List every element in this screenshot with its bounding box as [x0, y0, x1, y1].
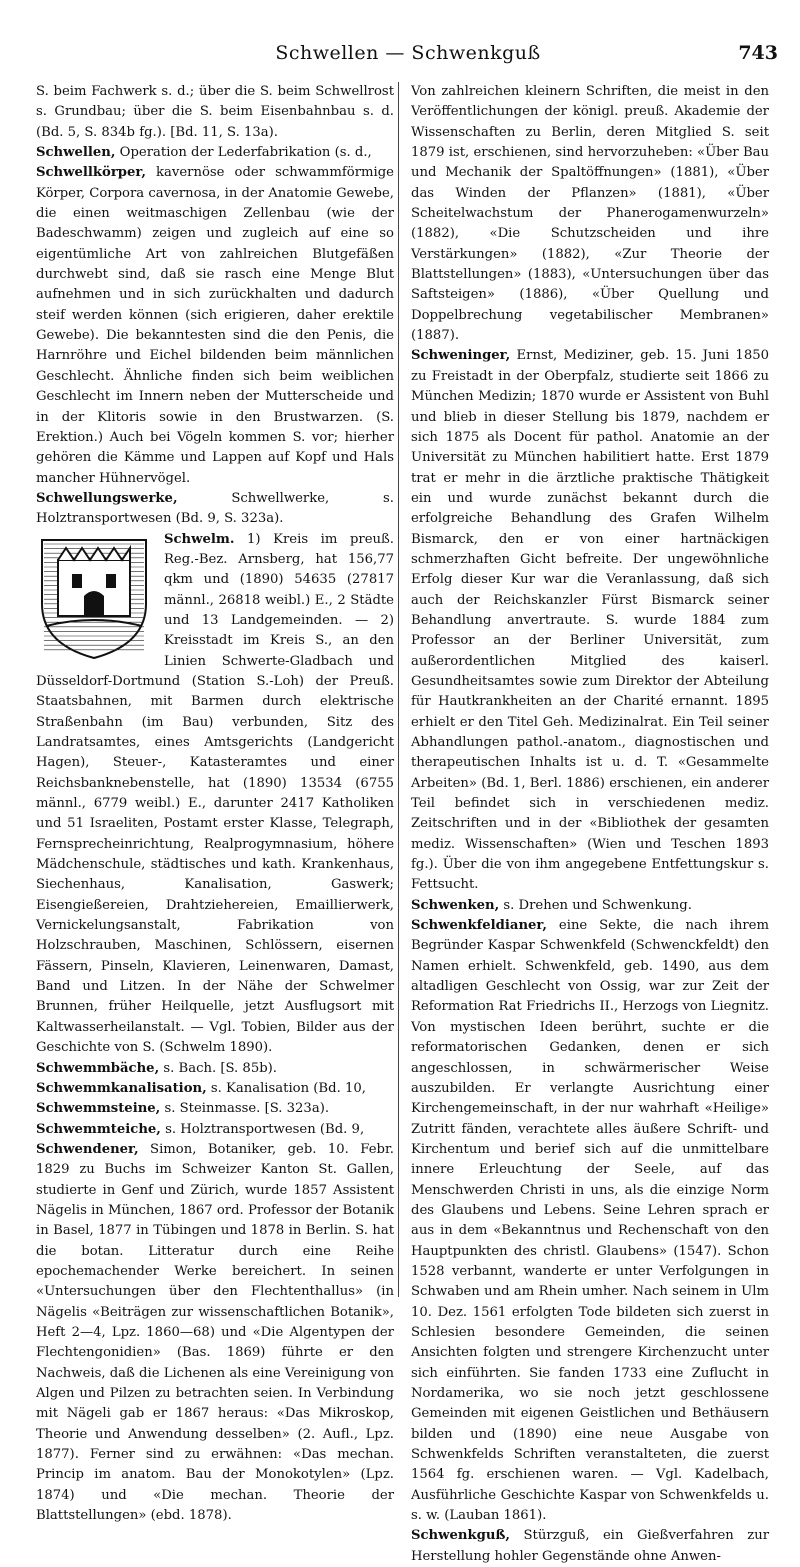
entry-paragraph	[36, 163, 394, 489]
entry-headword: Schwellungswerke,	[36, 490, 178, 506]
entry-paragraph	[411, 346, 769, 895]
entry-text: s. Kanalisation (Bd. 10,	[206, 1080, 366, 1096]
page-header	[38, 42, 778, 72]
entry-headword: Schwellen,	[36, 145, 116, 161]
entry-paragraph	[36, 1140, 394, 1527]
entry-text: Operation der Lederfabrikation (s. d.,	[115, 145, 372, 161]
entry-text: Schwellwerke, s. Holztransportwesen (Bd. 9, S. 323a).	[36, 490, 394, 527]
entry-paragraph	[36, 82, 394, 143]
entry-paragraph	[411, 896, 769, 916]
entry-paragraph	[411, 82, 769, 346]
entry-text: eine Sekte, die nach ihrem Begründer Kaspar Schwenkfeld (Schwenckfeldt) den Namen erhielt. Schwenkfeld, geb. 1490, aus dem altadligen Geschlecht von Ossig, war zur Zeit der Reformation Rat Friedrichs II., Herzogs von Liegnitz. Von mystischen Ideen berührt, suchte er die reformatorischen Gedanken, denen er sich angeschlossen, in schwärmerischer Weise auszubilden. Er verlangte Ausrichtung einer Kirchengemeinschaft, in der nur wahrhaft «Heilige» Zutritt fänden, verachtete alles äußere Schrift- und Kirchentum und berief sich auf die unmittelbare innere Erleuchtung der Seele, auf das Menschwerden Christi in uns, als die einzige Norm des Glaubens und Lebens. Seine Lehren sprach er aus in dem «Bekanntnus und Rechenschaft von den Hauptpunkten des christl. Glaubens» (1547). Schon 1528 verbannt, wanderte er unter Verfolgungen in Schwaben und am Rhein umher. Nach seinem in Ulm 10. Dez. 1561 erfolgten Tode bildeten sich zuerst in Schlesien besondere Gemeinden, die seinen Ansichten folgten und strengere Kirchenzucht unter sich einführten. Sie fanden 1733 eine Zuflucht in Nordamerika, wo sie noch jetzt geschlossene Gemeinden mit eigenen Geistlichen und Bethäusern bilden und (1890) eine neue Ausgabe von Schwenkfelds Schriften veranstalteten, die zuerst 1564 fg. erschienen waren. — Vgl. Kadelbach, Ausführliche Geschichte Kaspar von Schwenkfelds u. s. w. (Lauban 1861).	[411, 918, 769, 1524]
right-column	[411, 82, 769, 1567]
entry-text: s. Holztransportwesen (Bd. 9,	[160, 1121, 365, 1137]
entry-headword: Schwenkguß,	[411, 1528, 511, 1544]
entry-headword: Schwemmbäche,	[36, 1060, 160, 1076]
entry-text: s. Drehen und Schwenkung.	[499, 897, 692, 913]
coat-of-arms-image	[36, 534, 156, 664]
entry-headword: Schwelm.	[164, 531, 235, 547]
entry-text: kavernöse oder schwammförmige Körper, Corpora cavernosa, in der Anatomie Gewebe, die einen weitmaschigen Zellenbau (wie der Badeschwamm) zeigen und zugleich auf eine so eigentümliche Art von zahlreichen Blutgefäßen durchwebt sind, daß sie rasch eine Menge Blut aufnehmen und in sich zurückhalten und dadurch steif werden können (sich erigieren, daher erektile Gewebe). Die bekanntesten sind die den Penis, die Harnröhre und Eichel bildenden beim männlichen Geschlecht. Ähnliche finden sich beim weiblichen Geschlecht im Innern neben der Mutterscheide und in der Klitoris sowie in den Brustwarzen. (S. Erektion.) Auch bei Vögeln kommen S. vor; hierher gehören die Kämme und Lappen auf Kopf und Hals mancher Hühnervögel.	[36, 165, 394, 486]
entry-paragraph	[411, 916, 769, 1526]
entry-paragraph	[36, 1120, 394, 1140]
page-number: 743	[738, 42, 778, 64]
entry-headword: Schwemmsteine,	[36, 1101, 161, 1117]
entry-headword: Schwemmkanalisation,	[36, 1080, 207, 1096]
entry-headword: Schwenken,	[411, 897, 500, 913]
entry-text: 1) Kreis im preuß. Reg.-Bez. Arnsberg, hat 156,77 qkm und (1890) 54635 (27817 männl., 26818 weibl.) E., 2 Städte und 13 Landgemeinden. — 2) Kreisstadt im Kreis S., an den Linien Schwerte-Gladbach und Düsseldorf-Dortmund (Station S.-Loh) der Preuß. Staatsbahnen, mit Barmen durch elektrische Straßenbahn (im Bau) verbunden, Sitz des Landratsamtes, eines Amtsgerichts (Landgericht Hagen), Steuer-, Katasteramtes und einer Reichsbanknebenstelle, hat (1890) 13534 (6755 männl., 6779 weibl.) E., darunter 2417 Katholiken und 51 Israeliten, Postamt erster Klasse, Telegraph, Fernsprecheinrichtung, Realprogymnasium, höhere Mädchenschule, städtisches und kath. Krankenhaus, Siechenhaus, Kanalisation, Gaswerk; Eisengießereien, Drahtziehereien, Emaillierwerk, Vernickelungsanstalt, Fabrikation von Holzschrauben, Maschinen, Schlössern, eisernen Fässern, Pinseln, Klavieren, Leinenwaren, Damast, Band und Litzen. In der Nähe der Schwelmer Brunnen, früher Heilquelle, jetzt Ausflugsort mit Kaltwasserheilanstalt. — Vgl. Tobien, Bilder aus der Geschichte von S. (Schwelm 1890).	[36, 531, 394, 1056]
page-title: Schwellen — Schwenkguß	[275, 42, 541, 64]
entry-paragraph	[36, 1059, 394, 1079]
entry-paragraph	[411, 1526, 769, 1567]
entry-headword: Schwenkfeldianer,	[411, 918, 548, 934]
entry-paragraph	[36, 530, 394, 1059]
entry-text: s. Steinmasse. [S. 323a).	[160, 1101, 330, 1117]
entry-headword: Schwemmteiche,	[36, 1121, 161, 1137]
entry-text: Simon, Botaniker, geb. 10. Febr. 1829 zu Buchs im Schweizer Kanton St. Gallen, studierte in Genf und Zürich, wurde 1857 Assistent Nägelis in München, 1867 ord. Professor der Botanik in Basel, 1877 in Tübingen und 1878 in Berlin. S. hat die botan. Litteratur durch eine Reihe epochemachender Werke bereichert. In seinen «Untersuchungen über den Flechtenthallus» (in Nägelis «Beiträgen zur wissenschaftlichen Botanik», Heft 2—4, Lpz. 1860—68) und «Die Algentypen der Flechtengonidien» (Bas. 1869) führte er den Nachweis, daß die Lichenen als eine Vereinigung von Algen und Pilzen zu betrachten seien. In Verbindung mit Nägeli gab er 1867 heraus: «Das Mikroskop, Theorie und Anwendung desselben» (2. Aufl., Lpz. 1877). Ferner sind zu erwähnen: «Das mechan. Princip im anatom. Bau der Monokotylen» (Lpz. 1874) und «Die mechan. Theorie der Blattstellungen» (ebd. 1878).	[36, 1141, 394, 1524]
entry-headword: Schweninger,	[411, 348, 511, 364]
column-divider	[398, 82, 399, 1297]
entry-paragraph	[36, 1099, 394, 1119]
entry-text: S. beim Fachwerk s. d.; über die S. beim Schwellrost s. Grundbau; über die S. beim Eisenbahnbau s. d. (Bd. 5, S. 834b fg.). [Bd. 11, S. 13a).	[36, 84, 394, 140]
entry-text: Stürzguß, ein Gießverfahren zur Herstellung hohler Gegenstände ohne Anwen-	[411, 1528, 769, 1564]
entry-headword: Schwendener,	[36, 1141, 139, 1157]
left-column	[36, 82, 394, 1526]
entry-paragraph	[36, 489, 394, 530]
entry-text: s. Bach. [S. 85b).	[159, 1060, 277, 1076]
entry-text: Ernst, Mediziner, geb. 15. Juni 1850 zu Freistadt in der Oberpfalz, studierte seit 1866 zu München Medizin; 1870 wurde er Assistent von Buhl und blieb in dieser Stellung bis 1879, nachdem er sich 1875 als Docent für pathol. Anatomie an der Universität zu München habilitiert hatte. Erst 1879 trat er mehr in die ärztliche praktische Thätigkeit ein und wurde zunächst bekannt durch die erfolgreiche Behandlung des Grafen Wilhelm Bismarck, den er von einer hartnäckigen schmerzhaften Gicht befreite. Der ungewöhnliche Erfolg dieser Kur war die Veranlassung, daß sich auch der Reichskanzler Fürst Bismarck seiner Behandlung anvertraute. S. wurde 1884 zum Professor an der Berliner Universität, zum außerordentlichen Mitglied des kaiserl. Gesundheitsamtes sowie zum Direktor der Abteilung für Hautkrankheiten an der Charité ernannt. 1895 erhielt er den Titel Geh. Medizinalrat. Ein Teil seiner Abhandlungen pathol.-anatom., diagnostischen und therapeutischen Inhalts ist u. d. T. «Gesammelte Arbeiten» (Bd. 1, Berl. 1886) erschienen, ein anderer Teil befindet sich in verschiedenen mediz. Zeitschriften und in der «Bibliothek der gesamten mediz. Wissenschaften» (Wien und Teschen 1893 fg.). Über die von ihm angegebene Entfettungskur s. Fettsucht.	[411, 348, 769, 893]
entry-paragraph	[36, 1079, 394, 1099]
entry-headword: Schwellkörper,	[36, 165, 146, 181]
entry-paragraph	[36, 143, 394, 163]
entry-text: Von zahlreichen kleinern Schriften, die meist in den Veröffentlichungen der königl. preuß. Akademie der Wissenschaften zu Berlin, deren Mitglied S. seit 1879 ist, erschienen, sind hervorzuheben: «Über Bau und Mechanik der Spaltöffnungen» (1881), «Über das Winden der Pflanzen» (1881), «Über Scheitelwachstum der Phanerogamenwurzeln» (1882), «Die Schutzscheiden und ihre Verstärkungen» (1882), «Zur Theorie der Blattstellungen» (1883), «Untersuchungen über das Saftsteigen» (1886), «Über Quellung und Doppelbrechung vegetabilischer Membranen» (1887).	[411, 84, 769, 344]
